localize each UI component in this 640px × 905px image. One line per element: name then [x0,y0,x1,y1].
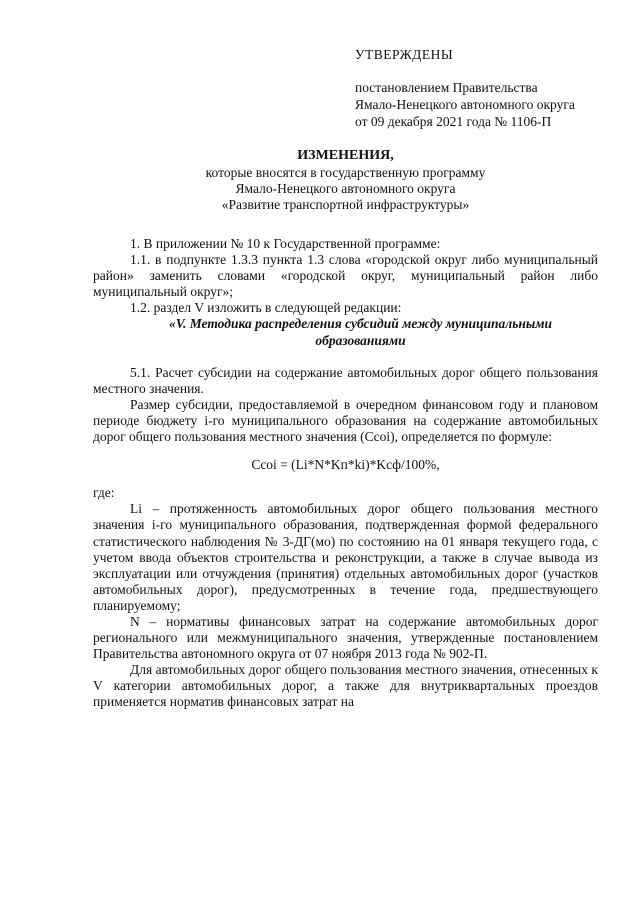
paragraph-li: Li – протяженность автомобильных дорог общего пользования местного значения i-го муниципального образования, подтвержденная формой федерального статистического наблюдения № 3-ДГ(мо) по состоянию на 01 января текущего года, с учетом ввода объектов строительства и реконструкции, а также в случае вывода из эксплуатации или отчуждения (принятия) отдельных автомобильных дорог (участков автомобильных дорог), предусмотренных в течение года, предшествующего планируемому; [93,501,598,613]
approval-line: постановлением Правительства [355,80,538,95]
paragraph-1-2: 1.2. раздел V изложить в следующей редакции: [130,300,402,316]
section-title: V. Методика распределения субсидий между муниципальными образованиями [175,316,553,348]
paragraph-last: Для автомобильных дорог общего пользования местного значения, отнесенных к V категории автомобильных дорог, а также для внутриквартальных проездов применяется норматив финансовых затрат на [93,662,598,710]
paragraph-5-1: 5.1. Расчет субсидии на содержание автомобильных дорог общего пользования местного значения. [93,364,598,396]
formula: Ccoi = (Li*N*Kп*ki)*Kсф/100%, [251,457,440,473]
approval-line: от 09 декабря 2021 года № 1106-П [355,114,552,129]
paragraph-n: N – нормативы финансовых затрат на содержание автомобильных дорог регионального или межмуниципального значения, утвержденные постановлением Правительства автономного округа от 07 ноября 2013 года № 902-П. [93,613,598,662]
document-title: ИЗМЕНЕНИЯ, [297,148,394,163]
where-label: где: [93,485,115,501]
title-subline: которые вносятся в государственную программу [205,165,486,180]
title-subline: «Развитие транспортной инфраструктуры» [221,197,470,212]
section-quote: « [168,316,176,332]
paragraph-1-1: 1.1. в подпункте 1.3.3 пункта 1.3 слова «городской округ либо муниципальный район» заменить словами «городской округ, муниципальный район либо муниципальный округ»; [93,252,598,300]
section-heading [93,316,598,348]
title-block [93,148,598,213]
paragraph-1: 1. В приложении № 10 к Государственной программе: [130,236,441,251]
title-subline: Ямало-Ненецкого автономного округа [235,181,456,196]
approval-block [355,46,575,130]
paragraph-subsidy-size: Размер субсидии, предоставляемой в очередном финансовом году и плановом периоде бюджету i-го муниципального образования на содержание автомобильных дорог общего пользования местного значения (Ccoi), определяется по формуле: [93,396,598,445]
approval-line: Ямало-Ненецкого автономного округа [355,97,575,112]
approval-heading: УТВЕРЖДЕНЫ [355,47,454,62]
document-body [93,236,598,711]
